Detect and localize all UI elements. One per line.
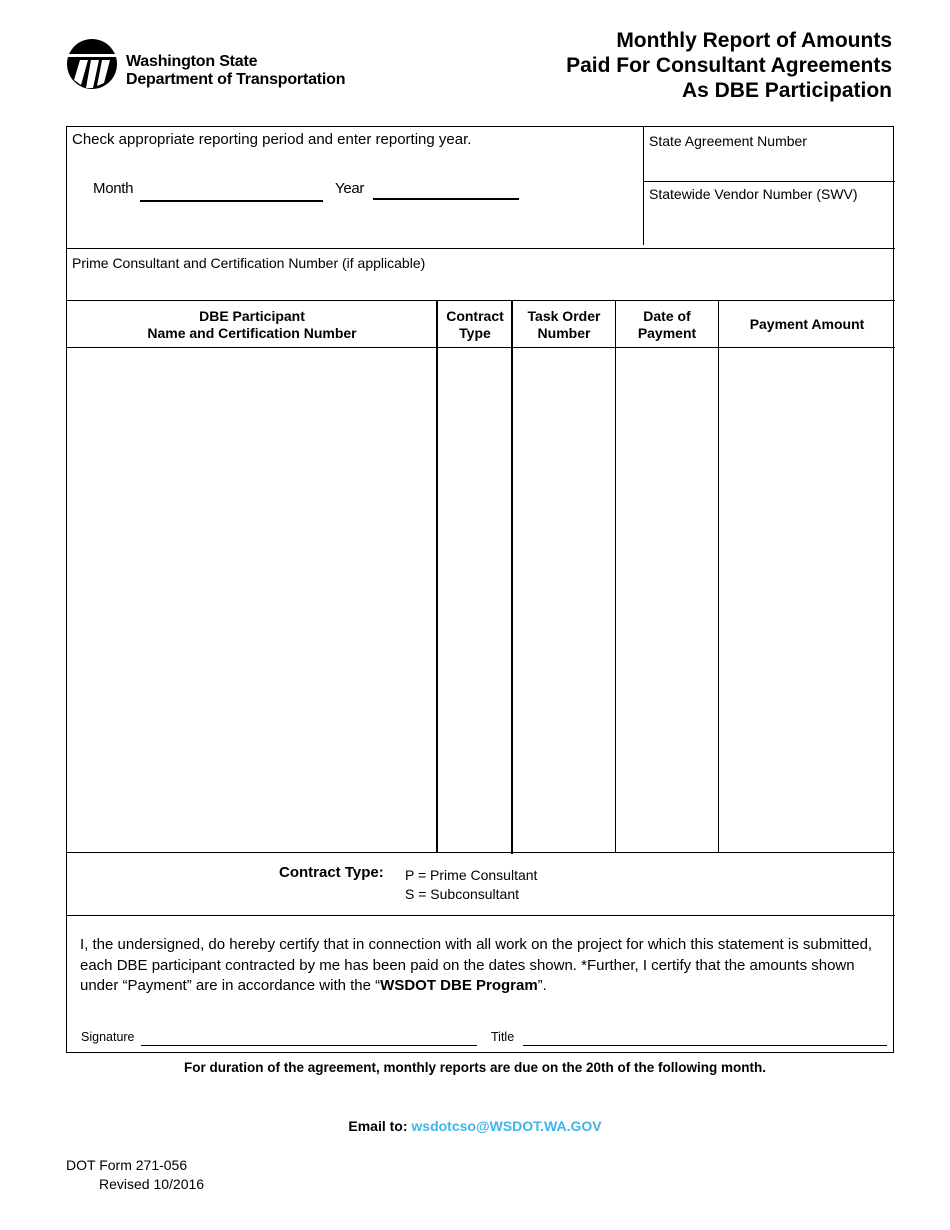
signature-label: Signature bbox=[81, 1030, 135, 1044]
prime-consultant-label: Prime Consultant and Certification Number (if applicable) bbox=[72, 255, 426, 271]
col-header-text: Payment Amount bbox=[749, 316, 865, 332]
contract-type-label: Contract Type: bbox=[279, 864, 384, 881]
date-of-payment-entry-area[interactable] bbox=[616, 348, 718, 852]
col-header-payment-amount bbox=[719, 316, 895, 333]
logo-line-2: Department of Transportation bbox=[126, 71, 346, 88]
certification-text: I, the undersigned, do hereby certify that in connection with all work on the project for which this statement is submitted, each DBE participant contracted by me has been paid on the dates shown. *Further, I certify that the amounts shown under “Payment” are in accordance with the “ bbox=[80, 936, 873, 994]
contract-type-entry-area[interactable] bbox=[438, 348, 511, 852]
col-header-date-of-payment bbox=[616, 308, 718, 342]
email-label: Email to: bbox=[348, 1118, 408, 1134]
signature-field[interactable] bbox=[141, 1045, 477, 1046]
divider bbox=[67, 852, 895, 853]
divider bbox=[67, 300, 895, 301]
wsdot-logo-mark-icon bbox=[66, 38, 118, 90]
title-label: Title bbox=[491, 1030, 515, 1044]
form-number: Form 271-056 bbox=[99, 1157, 188, 1173]
divider bbox=[643, 127, 644, 245]
form-prefix: DOT bbox=[66, 1157, 96, 1173]
swv-label: Statewide Vendor Number (SWV) bbox=[649, 186, 858, 202]
title-line-1: Monthly Report of Amounts bbox=[616, 29, 892, 52]
revised-date: Revised 10/2016 bbox=[99, 1176, 205, 1192]
year-field[interactable] bbox=[373, 198, 519, 200]
contract-type-option-s: S = Subconsultant bbox=[405, 886, 520, 902]
title-field[interactable] bbox=[523, 1045, 887, 1046]
certification-text-end: ”. bbox=[537, 977, 547, 994]
payment-amount-entry-area[interactable] bbox=[719, 348, 894, 852]
title-line-2: Paid For Consultant Agreements bbox=[566, 54, 892, 77]
page-title bbox=[566, 28, 892, 103]
col-header-task-order bbox=[513, 308, 615, 342]
divider bbox=[644, 181, 895, 182]
due-date-note: For duration of the agreement, monthly reports are due on the 20th of the following month. bbox=[183, 1060, 767, 1075]
form-identifier bbox=[66, 1156, 204, 1194]
email-row bbox=[0, 1118, 950, 1134]
dbe-participant-entry-area[interactable] bbox=[67, 348, 436, 852]
col-header-text: Task Order Number bbox=[527, 308, 601, 341]
col-header-text: DBE Participant Name and Certification Number bbox=[147, 308, 357, 341]
certification-statement bbox=[80, 935, 880, 997]
logo-line-1: Washington State bbox=[126, 53, 258, 70]
month-label: Month bbox=[93, 180, 134, 197]
period-instruction: Check appropriate reporting period and enter reporting year. bbox=[72, 131, 472, 148]
month-field[interactable] bbox=[140, 200, 323, 202]
program-name: WSDOT DBE Program bbox=[380, 977, 538, 994]
title-line-3: As DBE Participation bbox=[681, 79, 892, 102]
divider bbox=[67, 248, 895, 249]
col-header-text: Date of Payment bbox=[637, 308, 697, 341]
contract-type-option-p: P = Prime Consultant bbox=[405, 867, 538, 883]
task-order-entry-area[interactable] bbox=[513, 348, 615, 852]
year-label: Year bbox=[335, 180, 365, 197]
wsdot-logo bbox=[66, 38, 396, 92]
divider bbox=[67, 915, 895, 916]
email-link[interactable]: wsdotcso@WSDOT.WA.GOV bbox=[411, 1118, 602, 1134]
state-agreement-label: State Agreement Number bbox=[649, 133, 807, 149]
col-header-dbe-participant bbox=[67, 308, 437, 342]
col-header-contract-type bbox=[438, 308, 512, 342]
col-header-text: Contract Type bbox=[446, 308, 504, 341]
report-form bbox=[66, 126, 894, 1053]
